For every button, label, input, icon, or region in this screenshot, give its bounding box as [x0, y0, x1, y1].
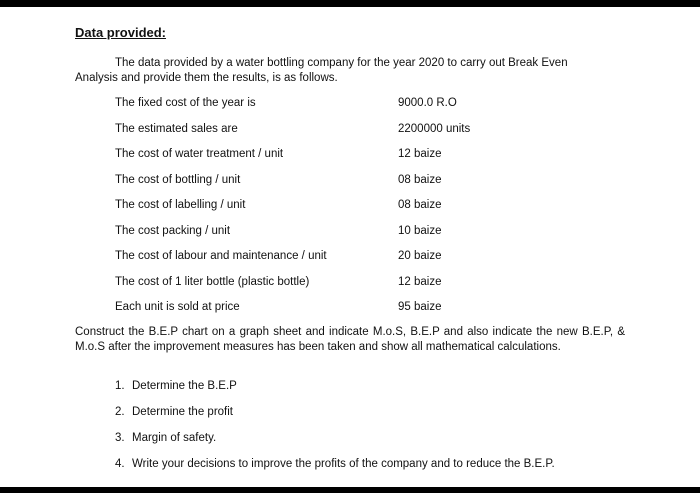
data-row-value: 20 baize — [398, 250, 442, 262]
instruction-paragraph: Construct the B.E.P chart on a graph sheet and indicate M.o.S, B.E.P and also indicate the new B.E.P, & M.o.S after the improvement measures has been taken and show all mathematical calculations. — [75, 326, 625, 353]
task-text: Determine the B.E.P — [132, 380, 237, 392]
data-row-label: The estimated sales are — [115, 123, 238, 135]
data-row-label: The cost of bottling / unit — [115, 174, 241, 186]
task-text: Write your decisions to improve the profits of the company and to reduce the B.E.P. — [132, 458, 555, 470]
task-number: 2. — [115, 406, 125, 418]
data-row-value: 10 baize — [398, 225, 442, 237]
data-row-value: 9000.0 R.O — [398, 97, 457, 109]
top-border — [0, 0, 700, 7]
data-row-label: The cost of water treatment / unit — [115, 148, 284, 160]
bottom-border — [0, 487, 700, 493]
task-number: 1. — [115, 380, 125, 392]
data-row-value: 2200000 units — [398, 123, 471, 135]
task-text: Margin of safety. — [132, 432, 217, 444]
data-row-label: The cost of labelling / unit — [115, 199, 246, 211]
data-row-label: The cost of 1 liter bottle (plastic bottle) — [115, 276, 310, 288]
data-row-label: The fixed cost of the year is — [115, 97, 256, 109]
data-row-value: 95 baize — [398, 301, 442, 313]
intro-line-2: Analysis and provide them the results, is as follows. — [75, 72, 338, 84]
data-row-label: The cost packing / unit — [115, 225, 231, 237]
task-text: Determine the profit — [132, 406, 233, 418]
data-row-value: 12 baize — [398, 148, 442, 160]
task-item — [115, 378, 237, 394]
task-item — [115, 430, 216, 446]
intro-line-1: The data provided by a water bottling company for the year 2020 to carry out Break Even — [115, 57, 568, 69]
task-number: 4. — [115, 458, 125, 470]
data-row-value: 12 baize — [398, 276, 442, 288]
data-row-value: 08 baize — [398, 174, 442, 186]
data-row-label: The cost of labour and maintenance / unit — [115, 250, 327, 262]
intro-paragraph — [75, 56, 635, 86]
data-row-label: Each unit is sold at price — [115, 301, 240, 313]
section-heading: Data provided: — [75, 25, 167, 40]
task-number: 3. — [115, 432, 125, 444]
data-row-value: 08 baize — [398, 199, 442, 211]
task-item — [115, 404, 233, 420]
task-item — [115, 456, 555, 472]
